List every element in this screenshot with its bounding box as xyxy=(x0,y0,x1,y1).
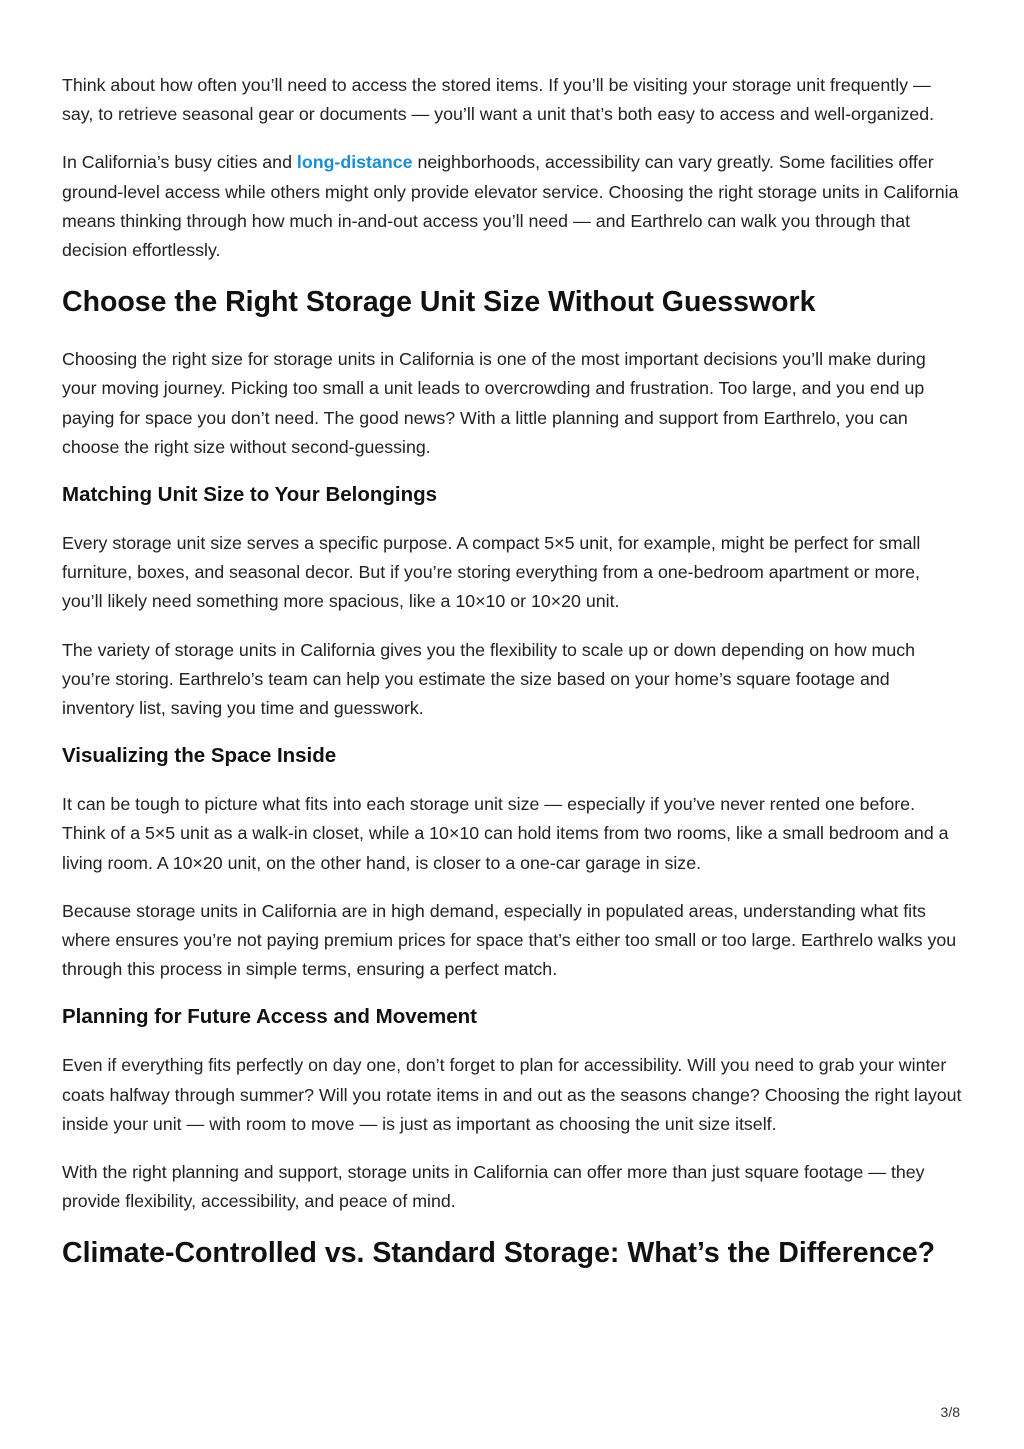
intro-paragraph-1: Think about how often you’ll need to access the stored items. If you’ll be visiting your storage unit frequently — say, to retrieve seasonal gear or documents — you’ll want a unit that’s both easy to access and well-organized. xyxy=(62,75,935,125)
section-heading-unit-size: Choose the Right Storage Unit Size Without Guesswork xyxy=(62,286,816,319)
document-body xyxy=(62,71,962,1296)
page-number: 3/8 xyxy=(940,1404,960,1420)
subheading-visualizing-space: Visualizing the Space Inside xyxy=(62,744,337,768)
visualizing-paragraph-1: It can be tough to picture what fits into each storage unit size — especially if you’ve never rented one before. Think of a 5×5 unit as a walk-in closet, while a 10×10 can hold items from two rooms, like a small bedroom and a living room. A 10×20 unit, on the other hand, is closer to a one-car garage in size. xyxy=(62,794,949,873)
long-distance-link[interactable]: long-distance xyxy=(296,152,413,173)
matching-paragraph-2: The variety of storage units in California gives you the flexibility to scale up or down depending on how much you’re storing. Earthrelo’s team can help you estimate the size based on your home’s square footage and inventory list, saving you time and guesswork. xyxy=(62,639,915,719)
unit-size-paragraph: Choosing the right size for storage units in California is one of the most important decisions you’ll make during your moving journey. Picking too small a unit leads to overcrowding and frustration. Too large, and you end up paying for space you don’t need. The good news? With a little planning and support from Earthrelo, you can choose the right size without second-guessing. xyxy=(62,349,926,457)
future-access-paragraph-1: Even if everything fits perfectly on day one, don’t forget to plan for accessibility. Will you need to grab your winter coats halfway through summer? Will you rotate items in and out as the seasons change? Choosing the right layout inside your unit — with room to move — is just as important as choosing the unit size itself. xyxy=(62,1055,962,1134)
subheading-matching-unit-size: Matching Unit Size to Your Belongings xyxy=(62,483,438,507)
matching-paragraph-1: Every storage unit size serves a specific purpose. A compact 5×5 unit, for example, might be perfect for small furniture, boxes, and seasonal decor. But if you’re storing everything from a one-bedroom apartment or more, you’ll likely need something more spacious, like a 10×10 or 10×20 unit. xyxy=(62,533,921,612)
intro-paragraph-2-text-before: In California’s busy cities and xyxy=(62,152,297,173)
visualizing-paragraph-2: Because storage units in California are in high demand, especially in populated areas, understanding what fits where ensures you’re not paying premium prices for space that’s either too small or too large. Earthrelo walks you through this process in simple terms, ensuring a perfect match. xyxy=(62,900,957,980)
intro-paragraph-2-text-after: neighborhoods, accessibility can vary greatly. Some facilities offer ground-level access while others might only provide elevator service. Choosing the right storage units in California means thinking through how much in-and-out access you’ll need — and Earthrelo can walk you through that decision effortlessly. xyxy=(62,152,959,261)
subheading-future-access: Planning for Future Access and Movement xyxy=(62,1005,478,1029)
intro-paragraph-2 xyxy=(62,148,962,265)
section-heading-climate-controlled: Climate-Controlled vs. Standard Storage: What’s the Difference? xyxy=(62,1237,936,1270)
future-access-paragraph-2: With the right planning and support, storage units in California can offer more than just square footage — they provide flexibility, accessibility, and peace of mind. xyxy=(62,1162,925,1212)
